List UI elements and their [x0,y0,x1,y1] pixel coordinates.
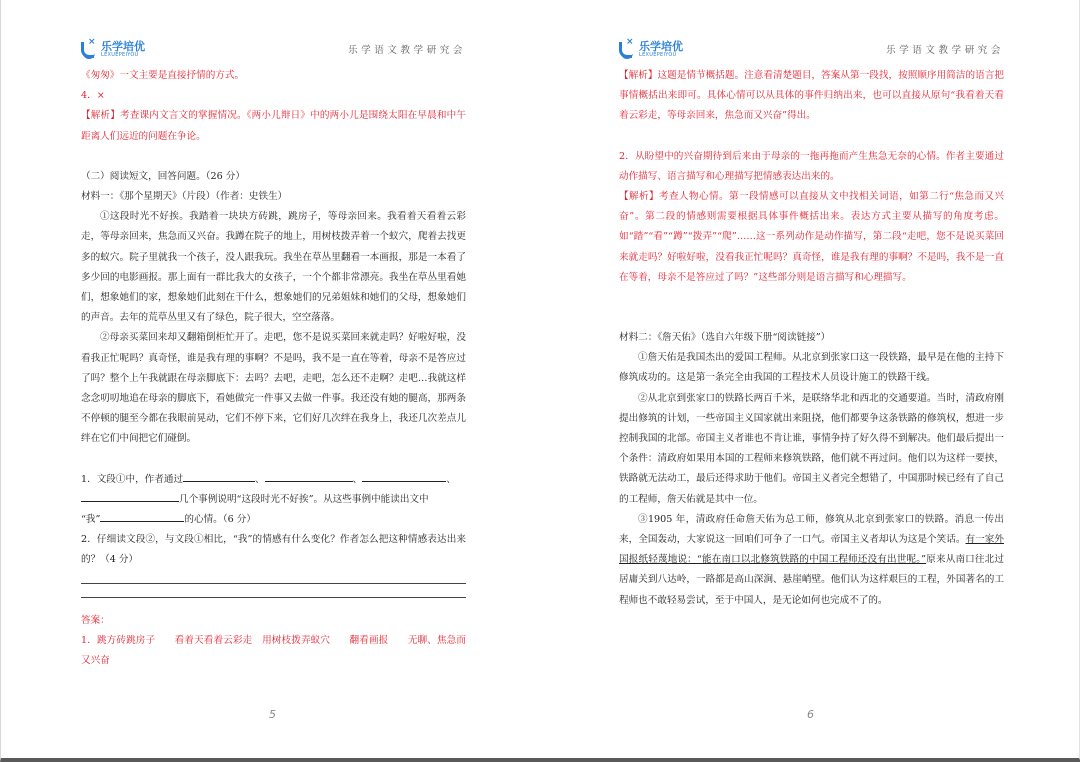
analysis-2: 【解析】考查人物心情。第一段情感可以直接从文中找相关词语，如第二行“焦急而又兴奋”。第二段的情感则需要根据具体事件概括出来。表达方式主要从描写的角度考虑。如“踏”“看”“蹲”“拨弄”“爬”……这一系列动作是动作描写，第二段“走吧，您不是说买菜回来就走吗？好啦好啦，没看我正忙呢吗？真奇怪，谁是我有理的事啊？不是吗，我不是一直在等着，母亲不是答应过了吗？”这些部分则是语言描写和心理描写。 [619,191,1004,283]
answer-blank[interactable] [81,491,179,502]
answer-blank[interactable] [100,511,184,522]
page-number: 6 [807,708,814,721]
answer-blank[interactable] [362,471,446,482]
logo-smile-icon: × [81,40,97,58]
material-title: 材料一：《那个星期天》（片段）（作者：史铁生） [81,191,288,203]
material-title: 材料二：《詹天佑》（选自六年级下册“阅读链接”） [619,332,831,344]
logo-cn: 乐学培优 [639,39,683,53]
brand-logo [619,38,683,60]
question-1: 1．文段①中，作者通过 、 、 、 几个事例说明“这段时光不好挨”。从这些事例中能读出文中 “我” 的心情。（6 分） [81,470,466,531]
page-number: 5 [269,708,276,721]
org-name: 乐学语文教学研究会 [348,45,466,56]
answer-line[interactable] [81,583,466,584]
page-6 [619,0,1019,758]
paragraph-2: ②母亲买菜回来却又翻箱倒柜忙开了。走吧，您不是说买菜回来就走吗？好啦好啦，没看我正忙呢吗？真奇怪，谁是我有理的事啊？不是吗，我不是一直在等着，母亲不是答应过了吗？整个上午我就跟在母亲脚底下：去吗？去吧，走吧，怎么还不走啊？走吧…我就这样念念叨叨地追在母亲的脚底下，看她做完一件事又去做一件事。我还没有她的腿高，那两条不停顿的腿至今都在我眼前晃动，它们不停下来，它们好几次绊在我身上，我还几次差点儿绊在它们中间把它们碰倒。 [81,332,466,445]
answer-label: 答案： [81,614,110,626]
answer-1: 1．跳方砖跳房子 看着天看着云彩走 用树枝拨弄蚁穴 翻看画报 无聊、焦急而又兴奋 [81,634,466,667]
logo-smile-icon: × [619,40,635,58]
answer-2: 2．从盼望中的兴奋期待到后来由于母亲的一拖再拖而产生焦急无奈的心情。作者主要通过动作描写、语言描写和心理描写把情感表达出来的。 [619,150,1004,182]
paragraph-1: ①这段时光不好挨。我踏着一块块方砖跳，跳房子，等母亲回来。我看着天看着云彩走，等母亲回来，焦急而又兴奋。我蹲在院子的地上，用树枝拨弄着一个蚁穴，爬着去找更多的蚁穴。院子里就我一个孩子，没人跟我玩。我坐在草丛里翻看一本画报，那是一本看了多少回的电影画报。那上面有一群比我大的女孩子，一个个都非常漂亮。我坐在草丛里看她们，想象她们的家，想象她们此刻在干什么，想象她们的兄弟姐妹和她们的父母，想象她们的声音。去年的荒草丛里又有了绿色，院子很大，空空落落。 [81,211,466,324]
answer-blank[interactable] [265,471,353,482]
question-2: 2．仔细读文段②，与文段①相比，“我”的情感有什么变化？作者怎么把这种情感表达出来的？（4 分） [81,534,466,566]
analysis-text: 【解析】考查课内文言文的掌握情况。《两小儿辩日》中的两小儿是围绕太阳在早晨和中午距离人们远近的问题在争论。 [81,110,466,142]
answer-line[interactable] [81,597,466,598]
brand-logo [81,38,145,60]
paragraph-1: ①詹天佑是我国杰出的爱国工程师。从北京到张家口这一段铁路，最早是在他的主持下修筑成功的。这是第一条完全由我国的工程技术人员设计施工的铁路干线。 [619,352,1004,384]
answer-text: 《匆匆》一文主要是直接抒情的方式。 [81,70,245,81]
answer-blank[interactable] [183,471,255,482]
org-name: 乐学语文教学研究会 [886,45,1004,56]
logo-en: LEXUEPEIYOU [101,51,139,58]
section-heading: （二）阅读短文，回答问题。（26 分） [81,170,245,182]
logo-cn: 乐学培优 [101,39,145,53]
answer-4: 4．× [81,90,105,102]
logo-en: LEXUEPEIYOU [639,51,677,58]
page-body [81,66,466,671]
page-header [619,38,1004,60]
page-header [81,38,466,60]
paragraph-2: ②从北京到张家口的铁路长两百千米，是联络华北和西北的交通要道。当时，清政府刚提出修筑的计划，一些帝国主义国家就出来阻挠，他们都要争这条铁路的修筑权，想进一步控制我国的北部。帝国主义者谁也不肯让谁，事情争持了好久得不到解决。他们最后提出一个条件：清政府如果用本国的工程师来修筑铁路，他们就不再过问。他们以为这样一要挟，铁路就无法动工，最后还得求助于他们。帝国主义者完全想错了，中国那时候已经有了自己的工程师，詹天佑就是其中一位。 [619,392,1004,505]
page-body [619,66,1004,611]
analysis-1: 【解析】这题是情节概括题。注意看清楚题目，答案从第一段找，按照顺序用简洁的语言把事情概括出来即可。具体心情可以从具体的事件归纳出来，也可以直接从原句“我看着天看着云彩走，等母亲回来，焦急而又兴奋”得出。 [619,70,1004,122]
underlined-sentence: 有一家外国报纸轻蔑地说：“能在南口以北修筑铁路的中国工程师还没有出世呢。” [619,534,1005,566]
page-5 [81,0,481,758]
paragraph-3: ③1905 年，清政府任命詹天佑为总工师，修筑从北京到张家口的铁路。消息一传出来，全国轰动，大家说这一回咱们可争了一口气。帝国主义者却认为这是个笑话。有一家外国报纸轻蔑地说：“能在南口以北修筑铁路的中国工程师还没有出世呢。”原来从南口往北过居庸关到八达岭，一路都是高山深涧、悬崖峭壁。他们认为这样艰巨的工程，外国著名的工程师也不敢轻易尝试，至于中国人，是无论如何也完成不了的。 [619,513,1005,606]
